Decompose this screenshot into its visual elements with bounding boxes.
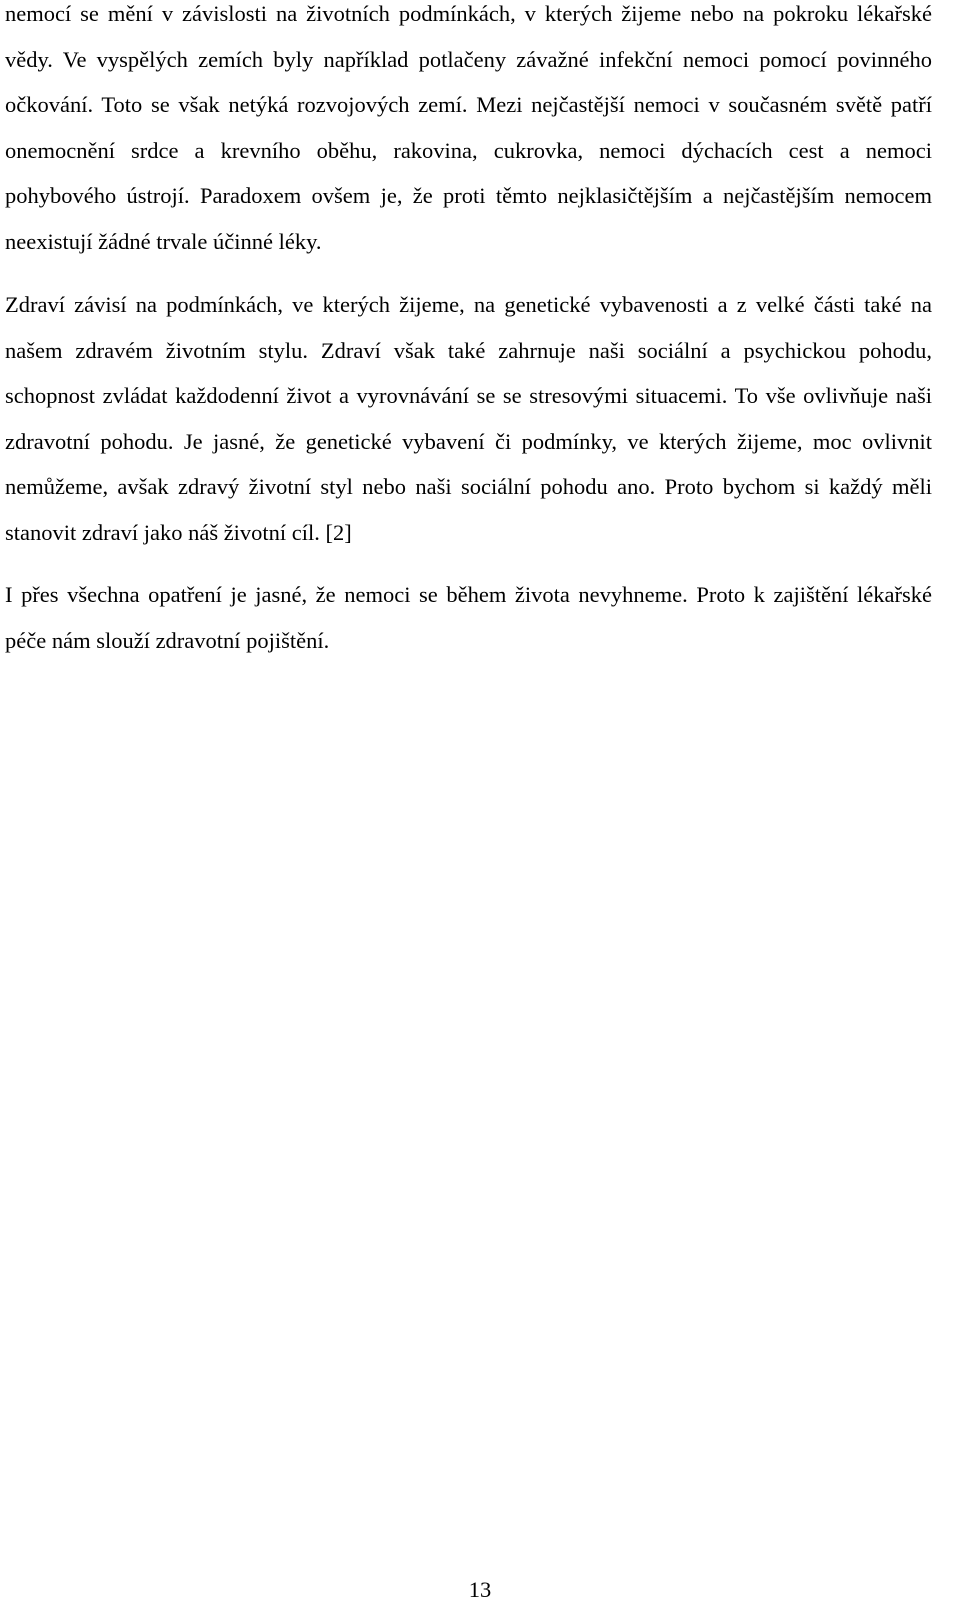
paragraph-health-insurance: I přes všechna opatření je jasné, že nemoci se během života nevyhneme. Proto k zajištění lékařské péče nám slouží zdravotní pojištění.	[5, 582, 932, 653]
page-number: 13	[468, 1577, 492, 1602]
paragraph-health-factors: Zdraví závisí na podmínkách, ve kterých žijeme, na genetické vybavenosti a z velké části také na našem zdravém životním stylu. Zdraví však také zahrnuje naši sociální a psychickou pohodu, schopnost zvládat každodenní život a vyrovnávání se se stresovými situacemi. To vše ovlivňuje naši zdravotní pohodu. Je jasné, že genetické vybavení či podmínky, ve kterých žijeme, moc ovlivnit nemůžeme, avšak zdravý životní styl nebo naši sociální pohodu ano. Proto bychom si každý měli stanovit zdraví jako náš životní cíl. [2]	[5, 292, 932, 545]
document-body	[5, 0, 932, 663]
paragraph-diseases: nemocí se mění v závislosti na životních podmínkách, v kterých žijeme nebo na pokroku lékařské vědy. Ve vyspělých zemích byly například potlačeny závažné infekční nemoci pomocí povinného očkování. Toto se však netýká rozvojových zemí. Mezi nejčastější nemoci v současném světě patří onemocnění srdce a krevního oběhu, rakovina, cukrovka, nemoci dýchacích cest a nemoci pohybového ústrojí. Paradoxem ovšem je, že proti těmto nejklasičtějším a nejčastějším nemocem neexistují žádné trvale účinné léky.	[5, 1, 932, 254]
